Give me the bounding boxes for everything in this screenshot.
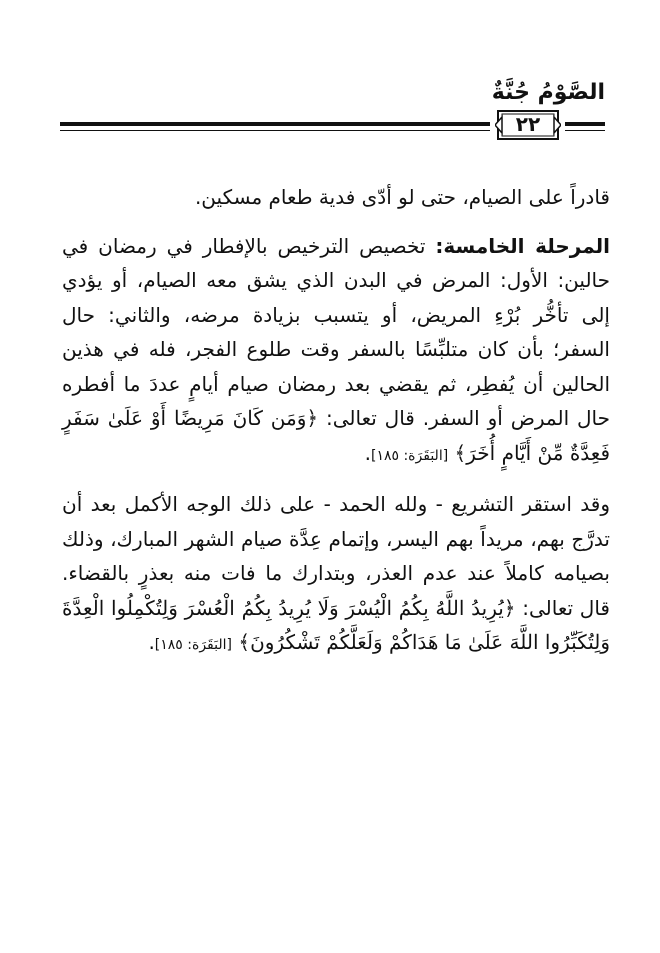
book-title: الصَّوْمُ جُنَّةٌ xyxy=(491,80,605,105)
page-number-frame xyxy=(495,108,561,142)
header-rule-stub-thin xyxy=(565,130,605,131)
paragraph-2 xyxy=(62,229,610,474)
stage-label: المرحلة الخامسة: xyxy=(435,233,610,258)
header-rule-thick xyxy=(60,122,490,126)
quran-verse-2: ﴿يُرِيدُ اللَّهُ بِكُمُ الْيُسْرَ وَلَا يُرِيدُ بِكُمُ الْعُسْرَ وَلِتُكْمِلُوا الْعِدَّةَ وَلِتُكَبِّرُوا اللَّهَ عَلَىٰ مَا هَدَاكُمْ وَلَعَلَّكُمْ تَشْكُرُونَ﴾ xyxy=(62,595,610,654)
verse-reference-1: [البَقَرَة: ١٨٥] xyxy=(370,447,449,464)
paragraph-1: قادراً على الصيام، حتى لو أدّى فدية طعام مسكين. xyxy=(194,185,610,209)
paragraph-2-end: . xyxy=(364,440,371,465)
page-number: ٢٢ xyxy=(515,112,541,136)
header-rule-thin xyxy=(60,130,490,131)
quran-verse-1: ﴿وَمَن كَانَ مَرِيضًا أَوْ عَلَىٰ سَفَرٍ فَعِدَّةٌ مِّنْ أَيَّامٍ أُخَرَ﴾ xyxy=(62,406,610,465)
running-header xyxy=(60,80,605,140)
paragraph-2-text: تخصيص الترخيص بالإفطار في رمضان في حالين: الأول: المرض في البدن الذي يشق معه الصيام، أو يؤدي إلى تأخُّر بُرْءِ المريض، أو يتسبب بزيادة مرضه، والثاني: حال السفر؛ بأن كان متلبِّسًا بالسفر وقت طلوع الفجر، فله في هذين الحالين أن يُفطِر، ثم يقضي بعد رمضان صيام أيامٍ عددَ ما أفطره حال المرض أو السفر. قال تعالى: xyxy=(62,233,610,430)
verse-reference-2: [البَقَرَة: ١٨٥] xyxy=(154,637,232,653)
paragraph-3-text: وقد استقر التشريع - ولله الحمد - على ذلك الوجه الأكمل بعد أن تدرَّج بهم، مريداً بهم اليسر، وإتمام عِدَّة صيام الشهر المبارك، وذلك بصيامه كاملاً عند عدم العذر، وبتدارك ما فات منه بعذرٍ بالقضاء. قال تعالى: xyxy=(62,492,610,620)
paragraph-3-end: . xyxy=(148,630,155,654)
paragraph-3 xyxy=(62,487,610,663)
header-rule-stub xyxy=(565,122,605,126)
body-text xyxy=(62,180,610,663)
